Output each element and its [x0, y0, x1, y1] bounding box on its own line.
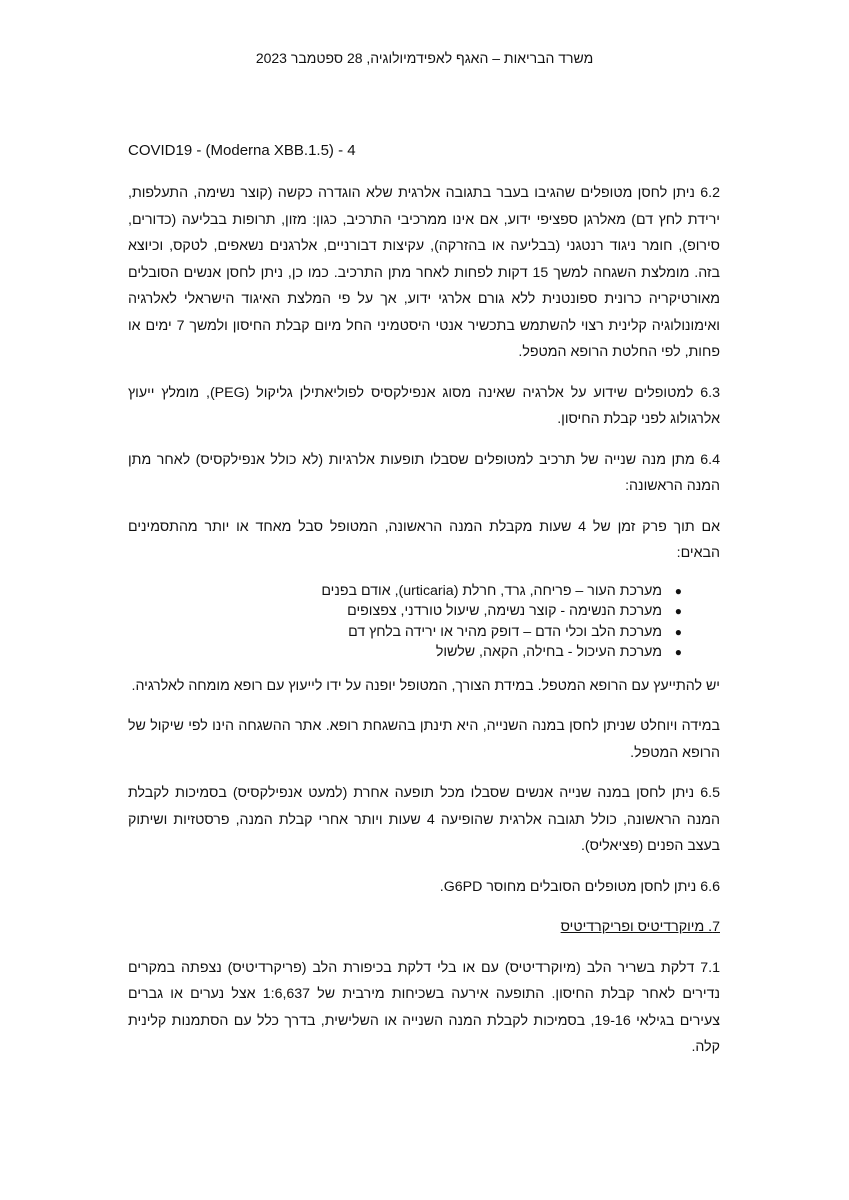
- bullet-icon: ●: [674, 624, 682, 639]
- bullet-icon: ●: [674, 604, 682, 618]
- list-item: ● מערכת הלב וכלי הדם – דופק מהיר או ירידה בלחץ דם: [128, 622, 662, 643]
- list-item: ● מערכת העור – פריחה, גרד, חרלת (urticaria), אודם בפנים: [128, 581, 662, 602]
- document-title: COVID19 - (Moderna XBB.1.5) - 4: [128, 142, 356, 159]
- section-7-title: 7. מיוקרדיטיס ופריקרדיטיס: [560, 919, 720, 935]
- paragraph-6-4-condition: אם תוך פרק זמן של 4 שעות מקבלת המנה הראשונה, המטופל סבל מאחד או יותר מהתסמינים הבאים:: [128, 518, 720, 561]
- paragraph-consult: יש להתייעץ עם הרופא המטפל. במידת הצורך, המטופל יופנה על ידו לייעוץ עם רופא מומחה לאלרגיה.: [131, 677, 720, 694]
- list-item: ● מערכת העיכול - בחילה, הקאה, שלשול: [128, 642, 662, 663]
- paragraph-6-3: 6.3 למטופלים שידוע על אלרגיה שאינה מסוג אנפילקסיס לפוליאתילן גליקול (PEG), מומלץ ייעוץ אלרגולוג לפני קבלת החיסון.: [128, 384, 720, 427]
- paragraph-6-5: 6.5 ניתן לחסן במנה שנייה אנשים שסבלו מכל תופעה אחרת (למעט אנפילקסיס) בסמיכות לקבלת המנה הראשונה, כולל תגובה אלרגית שהופיעה 4 שעות ויותר אחרי קבלת המנה, פרסטזיות ושיתוק בעצב הפנים (פציאליס).: [128, 785, 720, 854]
- paragraph-6-4: 6.4 מתן מנה שנייה של תרכיב למטופלים שסבלו תופעות אלרגיות (לא כולל אנפילקסיס) לאחר מתן המנה הראשונה:: [128, 451, 720, 494]
- list-item: ● מערכת הנשימה - קוצר נשימה, שיעול טורדני, צפצופים: [128, 601, 662, 622]
- document-body: [128, 180, 720, 1075]
- bullet-icon: ●: [674, 583, 682, 598]
- paragraph-supervision: במידה ויוחלט שניתן לחסן במנה השנייה, היא תינתן בהשגחת רופא. אתר ההשגחה הינו לפי שיקול של הרופא המטפל.: [128, 718, 720, 761]
- paragraph-7-1: 7.1 דלקת בשריר הלב (מיוקרדיטיס) עם או בלי דלקת בכיפורת הלב (פריקרדיטיס) נצפתה במקרים נדירים לאחר קבלת החיסון. התופעה אירעה בשכיחות מירבית של 1:6,637 אצל נערים או גברים צעירים בגילאי 19-16, בסמיכות לקבלת המנה השנייה או השלישית, בדרך כלל עם הסתמנות קלינית קלה.: [128, 959, 721, 1055]
- bullet-icon: ●: [674, 645, 682, 659]
- symptom-list: [128, 581, 720, 663]
- paragraph-6-6: 6.6 ניתן לחסן מטופלים הסובלים מחוסר G6PD.: [439, 878, 720, 895]
- paragraph-6-2: 6.2 ניתן לחסן מטופלים שהגיבו בעבר בתגובה אלרגית שלא הוגדרה כקשה (קוצר נשימה, התעלפות, ירידת לחץ דם) מאלרגן ספציפי ידוע, אם אינו ממרכיבי התרכיב, כגון: מזון, תרופות בבליעה (כדורים, סירופ), חומר ניגוד רנטגני (בבליעה או בהזרקה), עקיצות דבורניים, אלרגנים נשאפים, לטקס, וכיוצא בזה. מומלצת השגחה למשך 15 דקות לפחות לאחר מתן התרכיב. כמו כן, ניתן לחסן אנשים הסובלים מאורטיקריה כרונית ספונטנית ללא גורם אלרגי ידוע, אך על פי המלצת האיגוד הישראלי לאלרגיה ואימונולוגיה קלינית רצוי להשתמש בתכשיר אנטי היסטמיני החל מיום קבלת החיסון ולמשך 7 ימים או פחות, לפי החלטת הרופא המטפל.: [128, 185, 720, 360]
- page-header: משרד הבריאות – האגף לאפידמיולוגיה, 28 ספטמבר 2023: [255, 50, 594, 66]
